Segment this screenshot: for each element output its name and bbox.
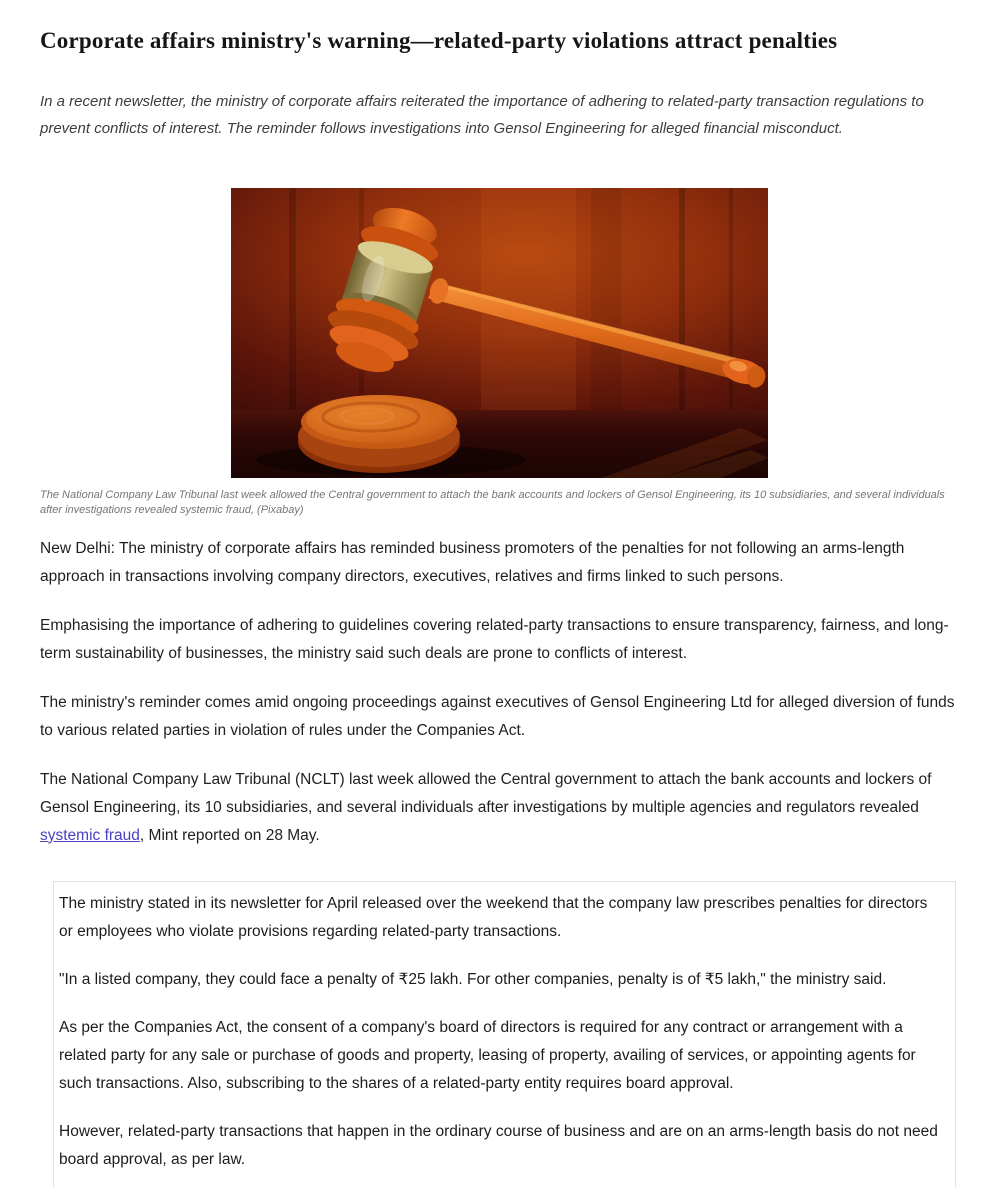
page-title: Corporate affairs ministry's warning—related-party violations attract penalties <box>40 28 838 53</box>
image-caption: The National Company Law Tribunal last week allowed the Central government to attach the bank accounts and lockers of Gensol Engineering, its 10 subsidiaries, and several individuals after investigations revealed systemic fraud, (Pixabay) <box>40 488 945 517</box>
hero-figure <box>40 188 958 519</box>
paragraph-penalty-amounts: "In a listed company, they could face a penalty of ₹25 lakh. For other companies, penalty is of ₹5 lakh," the ministry said. <box>59 970 887 988</box>
article-summary: In a recent newsletter, the ministry of corporate affairs reiterated the importance of adhering to related-party transaction regulations to prevent conflicts of interest. The reminder follows investigations into Gensol Engineering for alleged financial misconduct. <box>40 92 924 137</box>
paragraph-gensol-proceedings: The ministry's reminder comes amid ongoing proceedings against executives of Gensol Engineering Ltd for alleged diversion of funds to various related parties in violation of rules under the Companies Act. <box>40 693 955 739</box>
paragraph-board-consent: As per the Companies Act, the consent of a company's board of directors is required for any contract or arrangement with a related party for any sale or purchase of goods and property, leasing of property, availing of services, or appointing agents for such transactions. Also, subscribing to the shares of a related-party entity requires board approval. <box>59 1018 916 1092</box>
paragraph-newsletter: The ministry stated in its newsletter for April released over the weekend that the company law prescribes penalties for directors or employees who violate provisions regarding related-party transactions. <box>59 894 928 940</box>
embedded-text-box <box>53 881 956 1188</box>
nclt-text-after: , Mint reported on 28 May. <box>139 826 320 844</box>
systemic-fraud-link[interactable]: systemic fraud <box>40 826 140 844</box>
paragraph-guidelines: Emphasising the importance of adhering to guidelines covering related-party transactions to ensure transparency, fairness, and long-term sustainability of businesses, the ministry said such deals are prone to conflicts of interest. <box>40 616 949 662</box>
article-page <box>0 27 998 1188</box>
paragraph-lede: New Delhi: The ministry of corporate affairs has reminded business promoters of the penalties for not following an arms-length approach in transactions involving company directors, executives, relatives and firms linked to such persons. <box>40 539 905 585</box>
gavel-illustration <box>231 188 768 478</box>
paragraph-nclt <box>40 766 958 850</box>
nclt-text-before: The National Company Law Tribunal (NCLT) last week allowed the Central government to attach the bank accounts and lockers of Gensol Engineering, its 10 subsidiaries, and several individuals after investigations by multiple agencies and regulators revealed <box>40 770 932 816</box>
paragraph-ordinary-course: However, related-party transactions that happen in the ordinary course of business and are on an arms-length basis do not need board approval, as per law. <box>59 1122 938 1168</box>
hero-image <box>231 188 768 478</box>
